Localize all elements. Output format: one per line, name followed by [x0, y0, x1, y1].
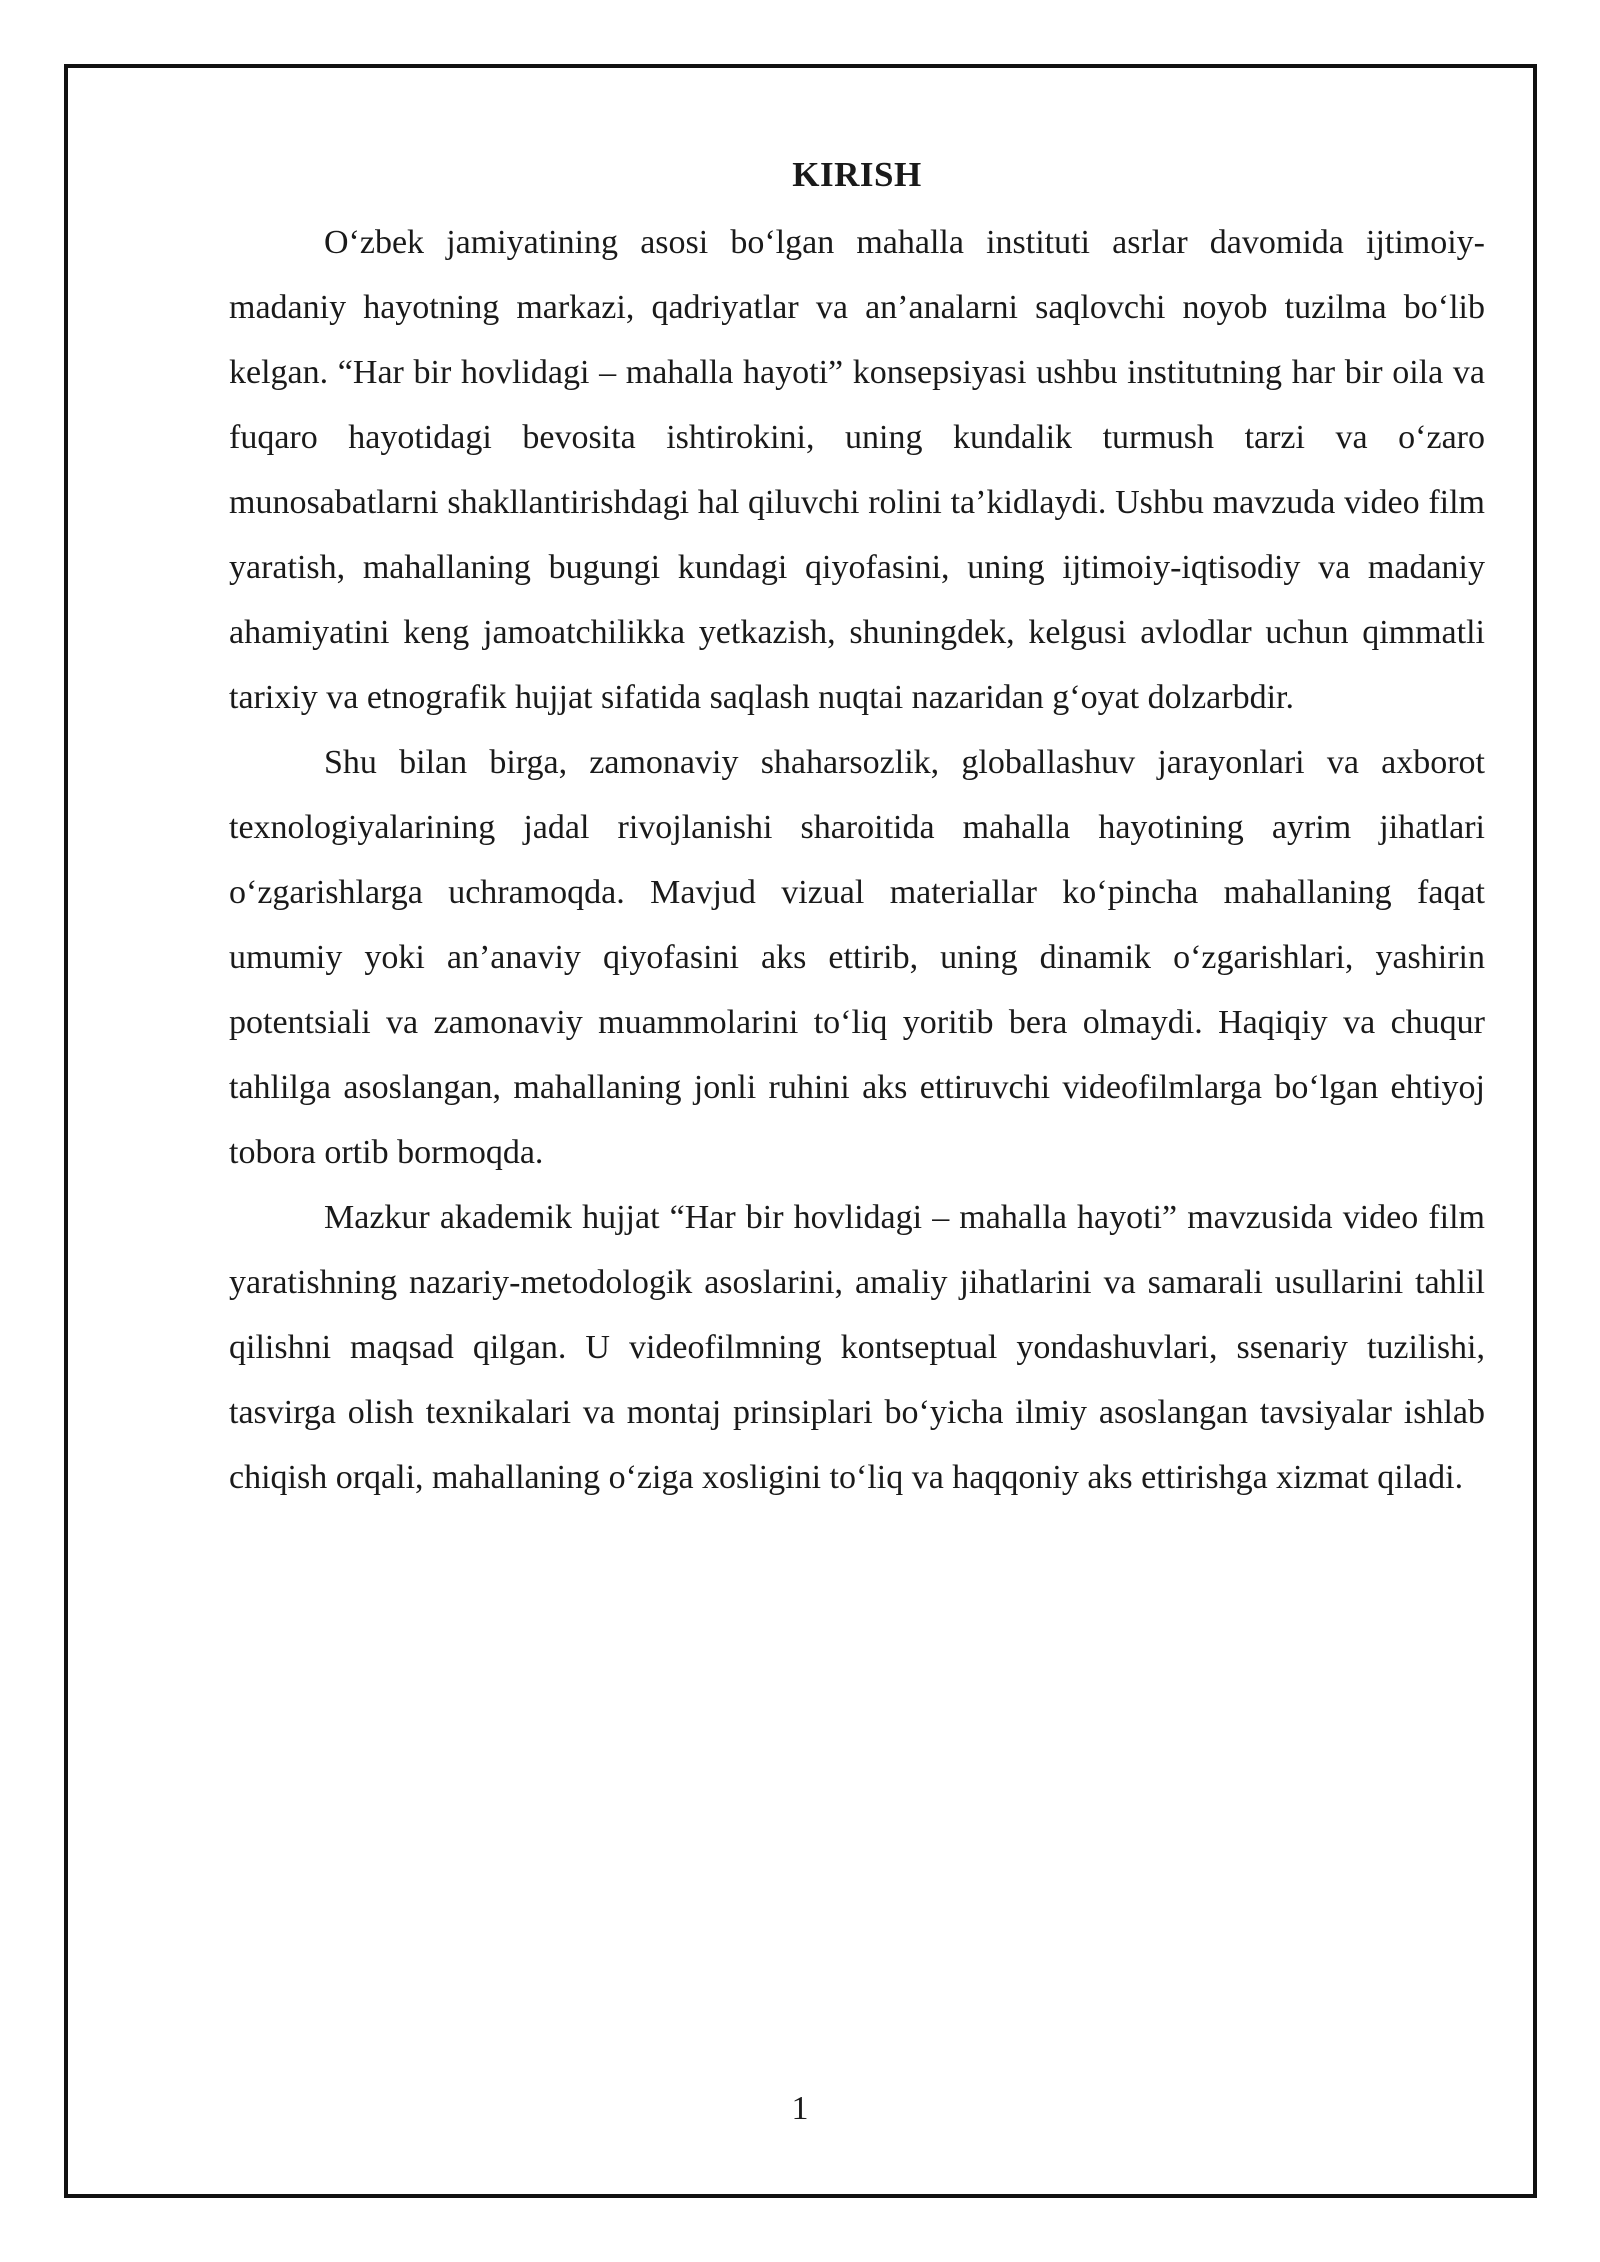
paragraph-1: O‘zbek jamiyatining asosi bo‘lgan mahalla instituti asrlar davomida ijtimoiy-madaniy hayotning markazi, qadriyatlar va an’analarni saqlovchi noyob tuzilma bo‘lib kelgan. “Har bir hovlidagi – mahalla hayoti” konsepsiyasi ushbu institutning har bir oila va fuqaro hayotidagi bevosita ishtirokini, uning kundalik turmush tarzi va o‘zaro munosabatlarni shakllantirishdagi hal qiluvchi rolini ta’kidlaydi. Ushbu mavzuda video film yaratish, mahallaning bugungi kundagi qiyofasini, uning ijtimoiy-iqtisodiy va madaniy ahamiyatini keng jamoatchilikka yetkazish, shuningdek, kelgusi avlodlar uchun qimmatli tarixiy va etnografik hujjat sifatida saqlash nuqtai nazaridan g‘oyat dolzarbdir. — [229, 224, 1485, 716]
section-title: KIRISH — [792, 155, 922, 194]
document-body — [229, 140, 1485, 1510]
page-number: 1 — [791, 2090, 809, 2127]
paragraph-2: Shu bilan birga, zamonaviy shaharsozlik, globallashuv jarayonlari va axborot texnologiyalarining jadal rivojlanishi sharoitida mahalla hayotining ayrim jihatlari o‘zgarishlarga uchramoqda. Mavjud vizual materiallar ko‘pincha mahallaning faqat umumiy yoki an’anaviy qiyofasini aks ettirib, uning dinamik o‘zgarishlari, yashirin potentsiali va zamonaviy muammolarini to‘liq yoritib bera olmaydi. Haqiqiy va chuqur tahlilga asoslangan, mahallaning jonli ruhini aks ettiruvchi videofilmlarga bo‘lgan ehtiyoj tobora ortib bormoqda. — [229, 744, 1485, 1171]
paragraph-3: Mazkur akademik hujjat “Har bir hovlidagi – mahalla hayoti” mavzusida video film yaratishning nazariy-metodologik asoslarini, amaliy jihatlarini va samarali usullarini tahlil qilishni maqsad qilgan. U videofilmning kontseptual yondashuvlari, ssenariy tuzilishi, tasvirga olish texnikalari va montaj prinsiplari bo‘yicha ilmiy asoslangan tavsiyalar ishlab chiqish orqali, mahallaning o‘ziga xosligini to‘liq va haqqoniy aks ettirishga xizmat qiladi. — [229, 1199, 1485, 1496]
